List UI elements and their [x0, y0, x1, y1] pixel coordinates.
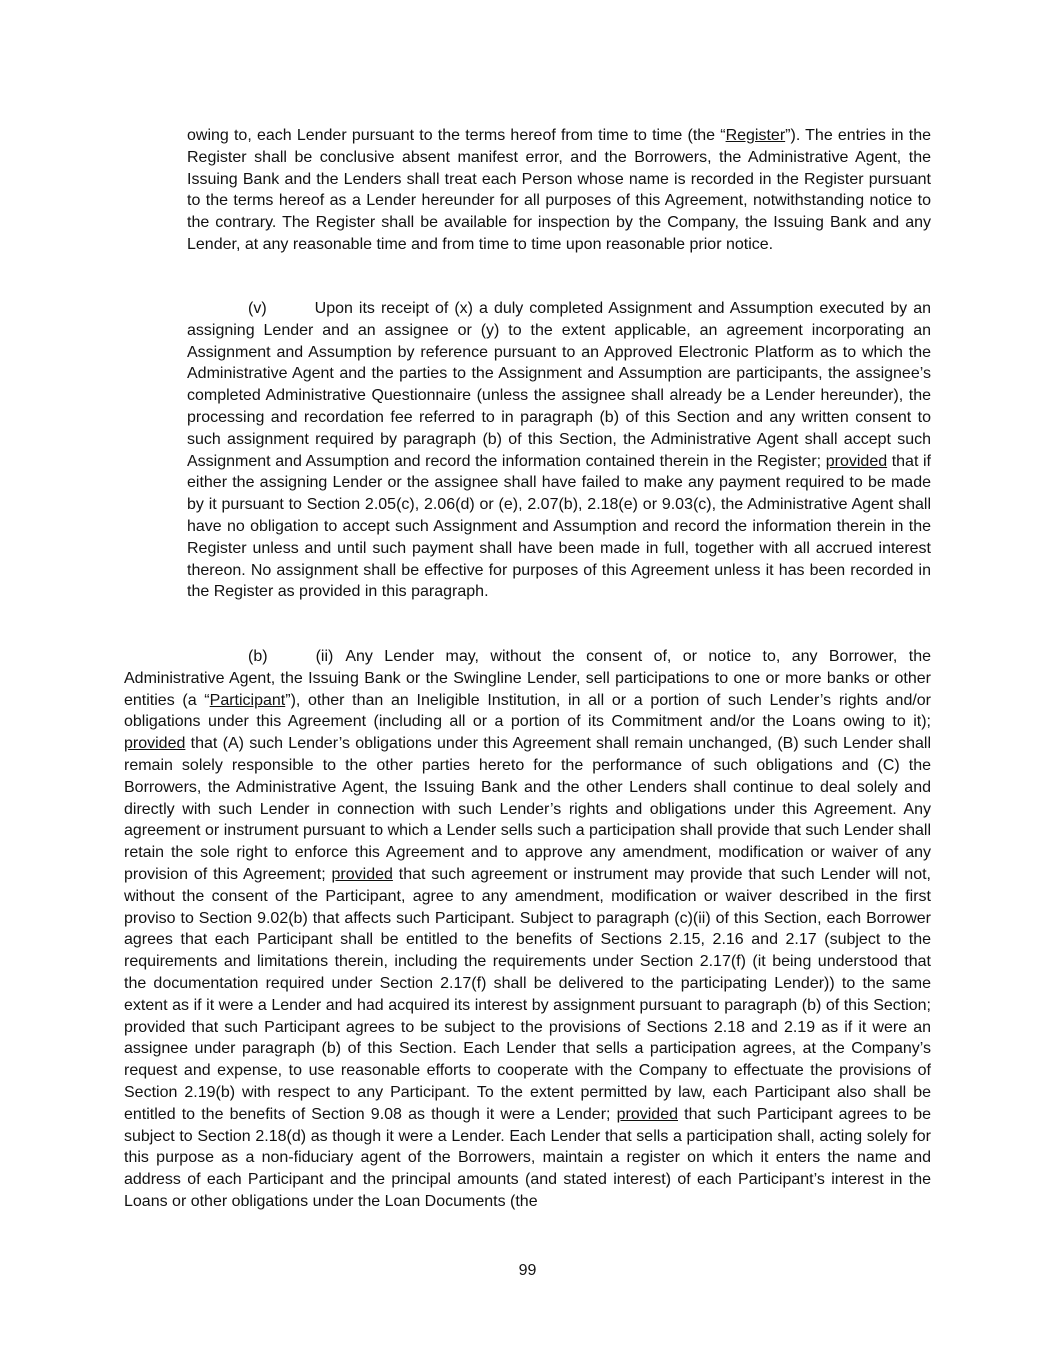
defined-term-participant: Participant — [209, 691, 286, 709]
text-run: that if either the assigning Lender or the assignee shall have failed to make any payment required to be made by it pursuant to Section 2.05(c), 2.06(d) or (e), 2.07(b), 2.18(e) or 9.03(c), the Administrative Agent shall have no obligation to accept such Assignment and Assumption and record the information therein in the Register unless and until such payment shall have been made in full, together with all accrued interest thereon. No assignment shall be effective for purposes of this Agreement unless it has been recorded in the Register as provided in this paragraph. — [187, 452, 932, 601]
text-run: ”). The entries in the Register shall be conclusive absent manifest error, and the Borrowers, the Administrative Agent, the Issuing Bank and the Lenders shall treat each Person whose name is recorded in the Register pursuant to the terms hereof as a Lender hereunder for all purposes of this Agreement, notwithstanding notice to the contrary. The Register shall be available for inspection by the Company, the Issuing Bank and any Lender, at any reasonable time and from time to time upon reasonable prior notice. — [187, 127, 931, 253]
provided-term: provided — [124, 735, 186, 753]
clause-marker-v: (v) — [248, 300, 267, 317]
text-run: owing to, each Lender pursuant to the terms hereof from time to time (the “ — [187, 127, 726, 144]
defined-term-register: Register — [725, 127, 786, 144]
provided-term: provided — [331, 865, 393, 883]
provided-term: provided — [825, 452, 888, 470]
clause-marker-ii: (ii) — [315, 648, 334, 665]
text-run: ”), other than an Ineligible Institution, in all or a portion of such Lender’s rights and/or obligations under this Agreement (including all or a portion of its Commitment and/or the Loans owing to it); — [124, 691, 932, 731]
provided-term: provided — [616, 1105, 678, 1123]
text-run: Any Lender may, without the consent of, or notice to, any Borrower, the Administrative Agent, the Issuing Bank or the Swingline Lender, sell participations to one or more banks or other entities (a “ — [124, 648, 931, 709]
paragraph-v — [187, 298, 931, 603]
text-run: that such Participant agrees to be subject to Section 2.18(d) as though it were a Lender. Each Lender that sells a participation shall, acting solely for this purpose as a non-fiduciary agent of the Borrowers, maintain a register on which it enters the name and address of each Participant and the principal amounts (and stated interest) of each Participant’s interest in the Loans or other obligations under the Loan Documents (the — [124, 1105, 932, 1210]
text-run: Upon its receipt of (x) a duly completed Assignment and Assumption executed by an assigning Lender and an assignee or (y) to the extent applicable, an agreement incorporating an Assignment and Assumption by reference pursuant to an Approved Electronic Platform as to which the Administrative Agent and the parties to the Assignment and Assumption are participants, the assignee’s completed Administrative Questionnaire (unless the assignee shall already be a Lender hereunder), the processing and recordation fee referred to in paragraph (b) of this Section and any written consent to such assignment required by paragraph (b) of this Section, the Administrative Agent shall accept such Assignment and Assumption and record the information contained therein in the Register; — [187, 300, 931, 470]
text-run: that such agreement or instrument may provide that such Lender will not, without the consent of the Participant, agree to any amendment, modification or waiver described in the first proviso to Section 9.02(b) that affects such Participant. Subject to paragraph (c)(ii) of this Section, each Borrower agrees that each Participant shall be entitled to the benefits of Sections 2.15, 2.16 and 2.17 (subject to the requirements and limitations therein, including the requirements under Section 2.17(f) (it being understood that the documentation required under Section 2.17(f) shall be delivered to the participating Lender)) to the same extent as if it were a Lender and had acquired its interest by assignment pursuant to paragraph (b) of this Section; provided that such Participant agrees to be subject to the provisions of Sections 2.18 and 2.19 as if it were an assignee under paragraph (b) of this Section. Each Lender that sells a participation agrees, at the Company’s request and expense, to use reasonable efforts to cooperate with the Company to effectuate the provisions of Section 2.19(b) with respect to any Participant. To the extent permitted by law, each Participant also shall be entitled to the benefits of Section 9.08 as though it were a Lender; — [124, 865, 931, 1123]
text-run: that (A) such Lender’s obligations under this Agreement shall remain unchanged, (B) such Lender shall remain solely responsible to the other parties hereto for the performance of such obligations and (C) the Borrowers, the Administrative Agent, the Issuing Bank and the other Lenders shall continue to deal solely and directly with such Lender in connection with such Lender’s rights and obligations under this Agreement. Any agreement or instrument pursuant to which a Lender sells such a participation shall provide that such Lender shall retain the sole right to enforce this Agreement and to approve any amendment, modification or waiver of any provision of this Agreement; — [124, 735, 931, 883]
page-number: 99 — [518, 1262, 537, 1279]
paragraph-b-ii — [124, 646, 931, 1213]
clause-marker-b: (b) — [248, 648, 268, 665]
paragraph-register — [187, 125, 931, 256]
